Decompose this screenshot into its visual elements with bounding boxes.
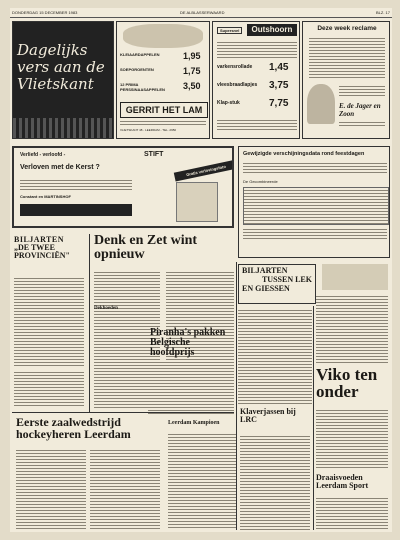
leerdam-headline: Leerdam Kampioen — [168, 420, 220, 426]
gerrit-footer: VLIETSKANT 48 - LEERDAM - TEL. 2950 — [120, 128, 177, 132]
outshoorn-item-price: 1,45 — [269, 62, 289, 73]
outshoorn-item-price: 3,75 — [269, 80, 289, 91]
biljarten-header — [14, 236, 86, 272]
gerrit-item-price: 1,75 — [183, 66, 201, 76]
notice-sign: De Gecombineerde — [243, 179, 278, 184]
newspaper-page — [10, 8, 392, 532]
viko-headline: Viko ten onder — [316, 365, 378, 401]
ad-dagelijks-illustration — [13, 118, 113, 138]
outshoorn-body — [217, 40, 297, 58]
stift-photo — [176, 182, 218, 222]
ad-reclame — [302, 21, 390, 139]
ad-outshoorn — [212, 21, 300, 139]
notice-box — [238, 146, 390, 258]
reclame-title: Deze week reclame — [317, 25, 377, 32]
reclame-address — [339, 120, 385, 128]
stand-table — [14, 370, 84, 408]
article-body — [148, 360, 234, 416]
biljarten-label: BILJARTEN — [14, 235, 65, 244]
ad-dagelijks — [12, 21, 114, 139]
article-body — [16, 448, 86, 530]
section-rule — [12, 412, 234, 413]
column-rule — [89, 234, 90, 412]
gerrit-item-price: 3,50 — [183, 81, 201, 91]
gerrit-name: GERRIT HET LAM — [120, 102, 208, 118]
notice-footer — [243, 227, 387, 241]
gerrit-item-label: KLEIAARDAPPELEN — [120, 52, 160, 57]
outshoorn-item-label: vleesbraadlapjes — [217, 82, 258, 88]
gerrit-body — [120, 119, 206, 125]
ad-gerrit — [116, 21, 210, 139]
article-body — [90, 448, 160, 530]
article-body — [168, 432, 236, 530]
biljarten2-header — [238, 264, 316, 304]
reclame-name: E. de Jager en Zoon — [339, 102, 381, 118]
article-body — [316, 294, 388, 364]
stift-dark-banner — [20, 204, 132, 216]
biljarten2-label: TUSSEN LEK — [261, 275, 312, 284]
reclame-text — [339, 84, 385, 98]
notice-title: Gewijzigde verschijningsdata rond feestdagen — [243, 151, 365, 157]
denk-headline: Denk en Zet wint opnieuw — [94, 233, 198, 262]
outshoorn-item-label: Klap-stuk — [217, 100, 240, 106]
eerste-headline: Eerste zaalwedstrijd hockeyheren Leerdam — [16, 415, 131, 441]
masthead-paper: DE ALBLASSERWAARD — [180, 10, 225, 15]
biljarten-label: „DE TWEE — [14, 243, 55, 252]
biljarten2-label: EN GIESSEN — [242, 284, 290, 293]
outshoorn-brand: Outshoorn — [247, 24, 297, 36]
stift-badge: Gratis verlovingsfoto — [174, 159, 234, 181]
draaisvoeden-headline: Draaisvoeden Leerdam Sport — [316, 473, 369, 490]
ad-stift — [12, 146, 234, 228]
article-body — [238, 308, 312, 404]
article-body — [316, 496, 388, 530]
piranha-headline: Piranha's pakken Belgische hoofdprijs — [150, 327, 226, 358]
notice-intro — [243, 161, 387, 175]
outshoorn-sub: Supersnel — [217, 27, 242, 34]
biljarten-label: PROVINCIËN" — [14, 251, 70, 260]
masthead-page: BLZ. 17 — [375, 10, 390, 15]
vegetable-illustration — [123, 24, 203, 48]
chef-illustration — [307, 84, 335, 124]
stift-brand: STIFT — [144, 151, 164, 158]
outshoorn-footer — [217, 118, 297, 130]
ad-dagelijks-headline: Dagelijks vers aan de Vlietskant — [17, 41, 105, 93]
stift-line1: Verliefd - verloofd - — [20, 152, 66, 158]
gerrit-item-price: 1,95 — [183, 51, 201, 61]
article-body — [316, 408, 388, 470]
column-rule — [313, 306, 314, 530]
outshoorn-item-price: 7,75 — [269, 98, 289, 109]
stift-line3: Constant en MARTINSHOF — [20, 194, 71, 199]
klaverjassen-headline: Klaverjassen bij LRC — [240, 407, 296, 424]
stift-body — [20, 178, 132, 190]
reclame-body — [309, 36, 385, 80]
biljarten2-label: BILJARTEN — [242, 266, 288, 275]
article-body — [240, 434, 310, 530]
stift-line2: Verloven met de Kerst ? — [20, 164, 100, 171]
column-rule — [236, 262, 237, 530]
gerrit-item-label: SOEPGROENTEN — [120, 67, 154, 72]
biljart-illustration — [322, 264, 388, 290]
gerrit-item-label: 12 PRIMA PERSSINAASAPPELEN — [120, 82, 165, 92]
masthead-date: DONDERDAG 15 DECEMBER 1983 — [12, 10, 78, 15]
dekhoeden-sub: Dekhoeden — [94, 306, 118, 311]
masthead — [10, 8, 392, 18]
article-body — [14, 276, 84, 366]
outshoorn-item-label: varkensrollade — [217, 64, 253, 70]
notice-table — [243, 187, 389, 225]
